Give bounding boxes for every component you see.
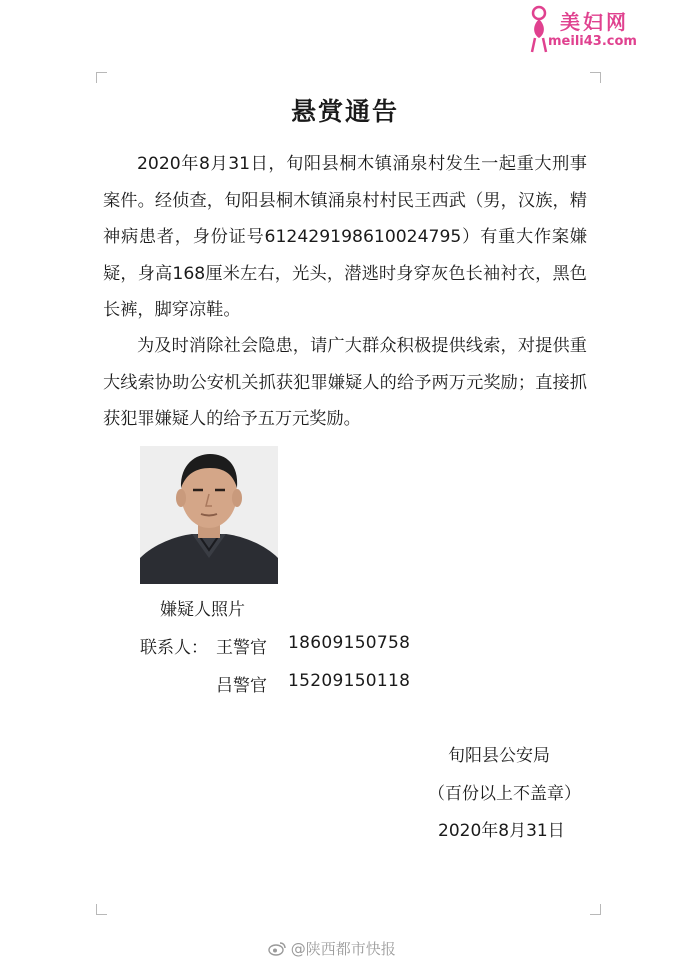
weibo-logo-icon <box>268 941 286 956</box>
notice-title: 悬赏通告 <box>290 97 399 126</box>
notice-paragraph-case: 2020年8月31日，旬阳县桐木镇涌泉村发生一起重大刑事案件。经侦查，旬阳县桐木镇涌泉村村民王西武（男，汉族，精神病患者，身份证号612429198610024795）有重大作案嫌疑，身高168厘米左右，光头，潜逃时身穿灰色长袖衬衣，黑色长裤，脚穿凉鞋。 <box>103 154 587 320</box>
source-watermark-text: @陕西都市快报 <box>290 940 396 958</box>
contact-name: 王警官 <box>216 638 267 658</box>
issuing-organization: 旬阳县公安局 <box>448 746 550 766</box>
page-corner-mark <box>590 72 601 83</box>
contact-phone: 15209150118 <box>288 671 411 691</box>
issue-date: 2020年8月31日 <box>438 821 565 841</box>
site-url: meili43.com <box>548 34 637 49</box>
page-corner-mark <box>590 904 601 915</box>
notice-paragraph-reward: 为及时消除社会隐患，请广大群众积极提供线索，对提供重大线索协助公安机关抓获犯罪嫌疑人的给予两万元奖励；直接抓获犯罪嫌疑人的给予五万元奖励。 <box>103 336 587 429</box>
source-watermark <box>268 938 396 959</box>
contact-label: 联系人： <box>140 638 208 658</box>
site-watermark <box>520 4 686 56</box>
contact-phone: 18609150758 <box>288 633 411 653</box>
suspect-portrait-icon <box>140 446 278 584</box>
page-corner-mark <box>96 904 107 915</box>
site-name: 美妇网 <box>560 10 629 34</box>
stamp-note: （百份以上不盖章） <box>428 784 581 804</box>
photo-caption: 嫌疑人照片 <box>160 600 245 620</box>
suspect-photo <box>140 446 278 584</box>
page-corner-mark <box>96 72 107 83</box>
contact-name: 吕警官 <box>216 676 267 696</box>
